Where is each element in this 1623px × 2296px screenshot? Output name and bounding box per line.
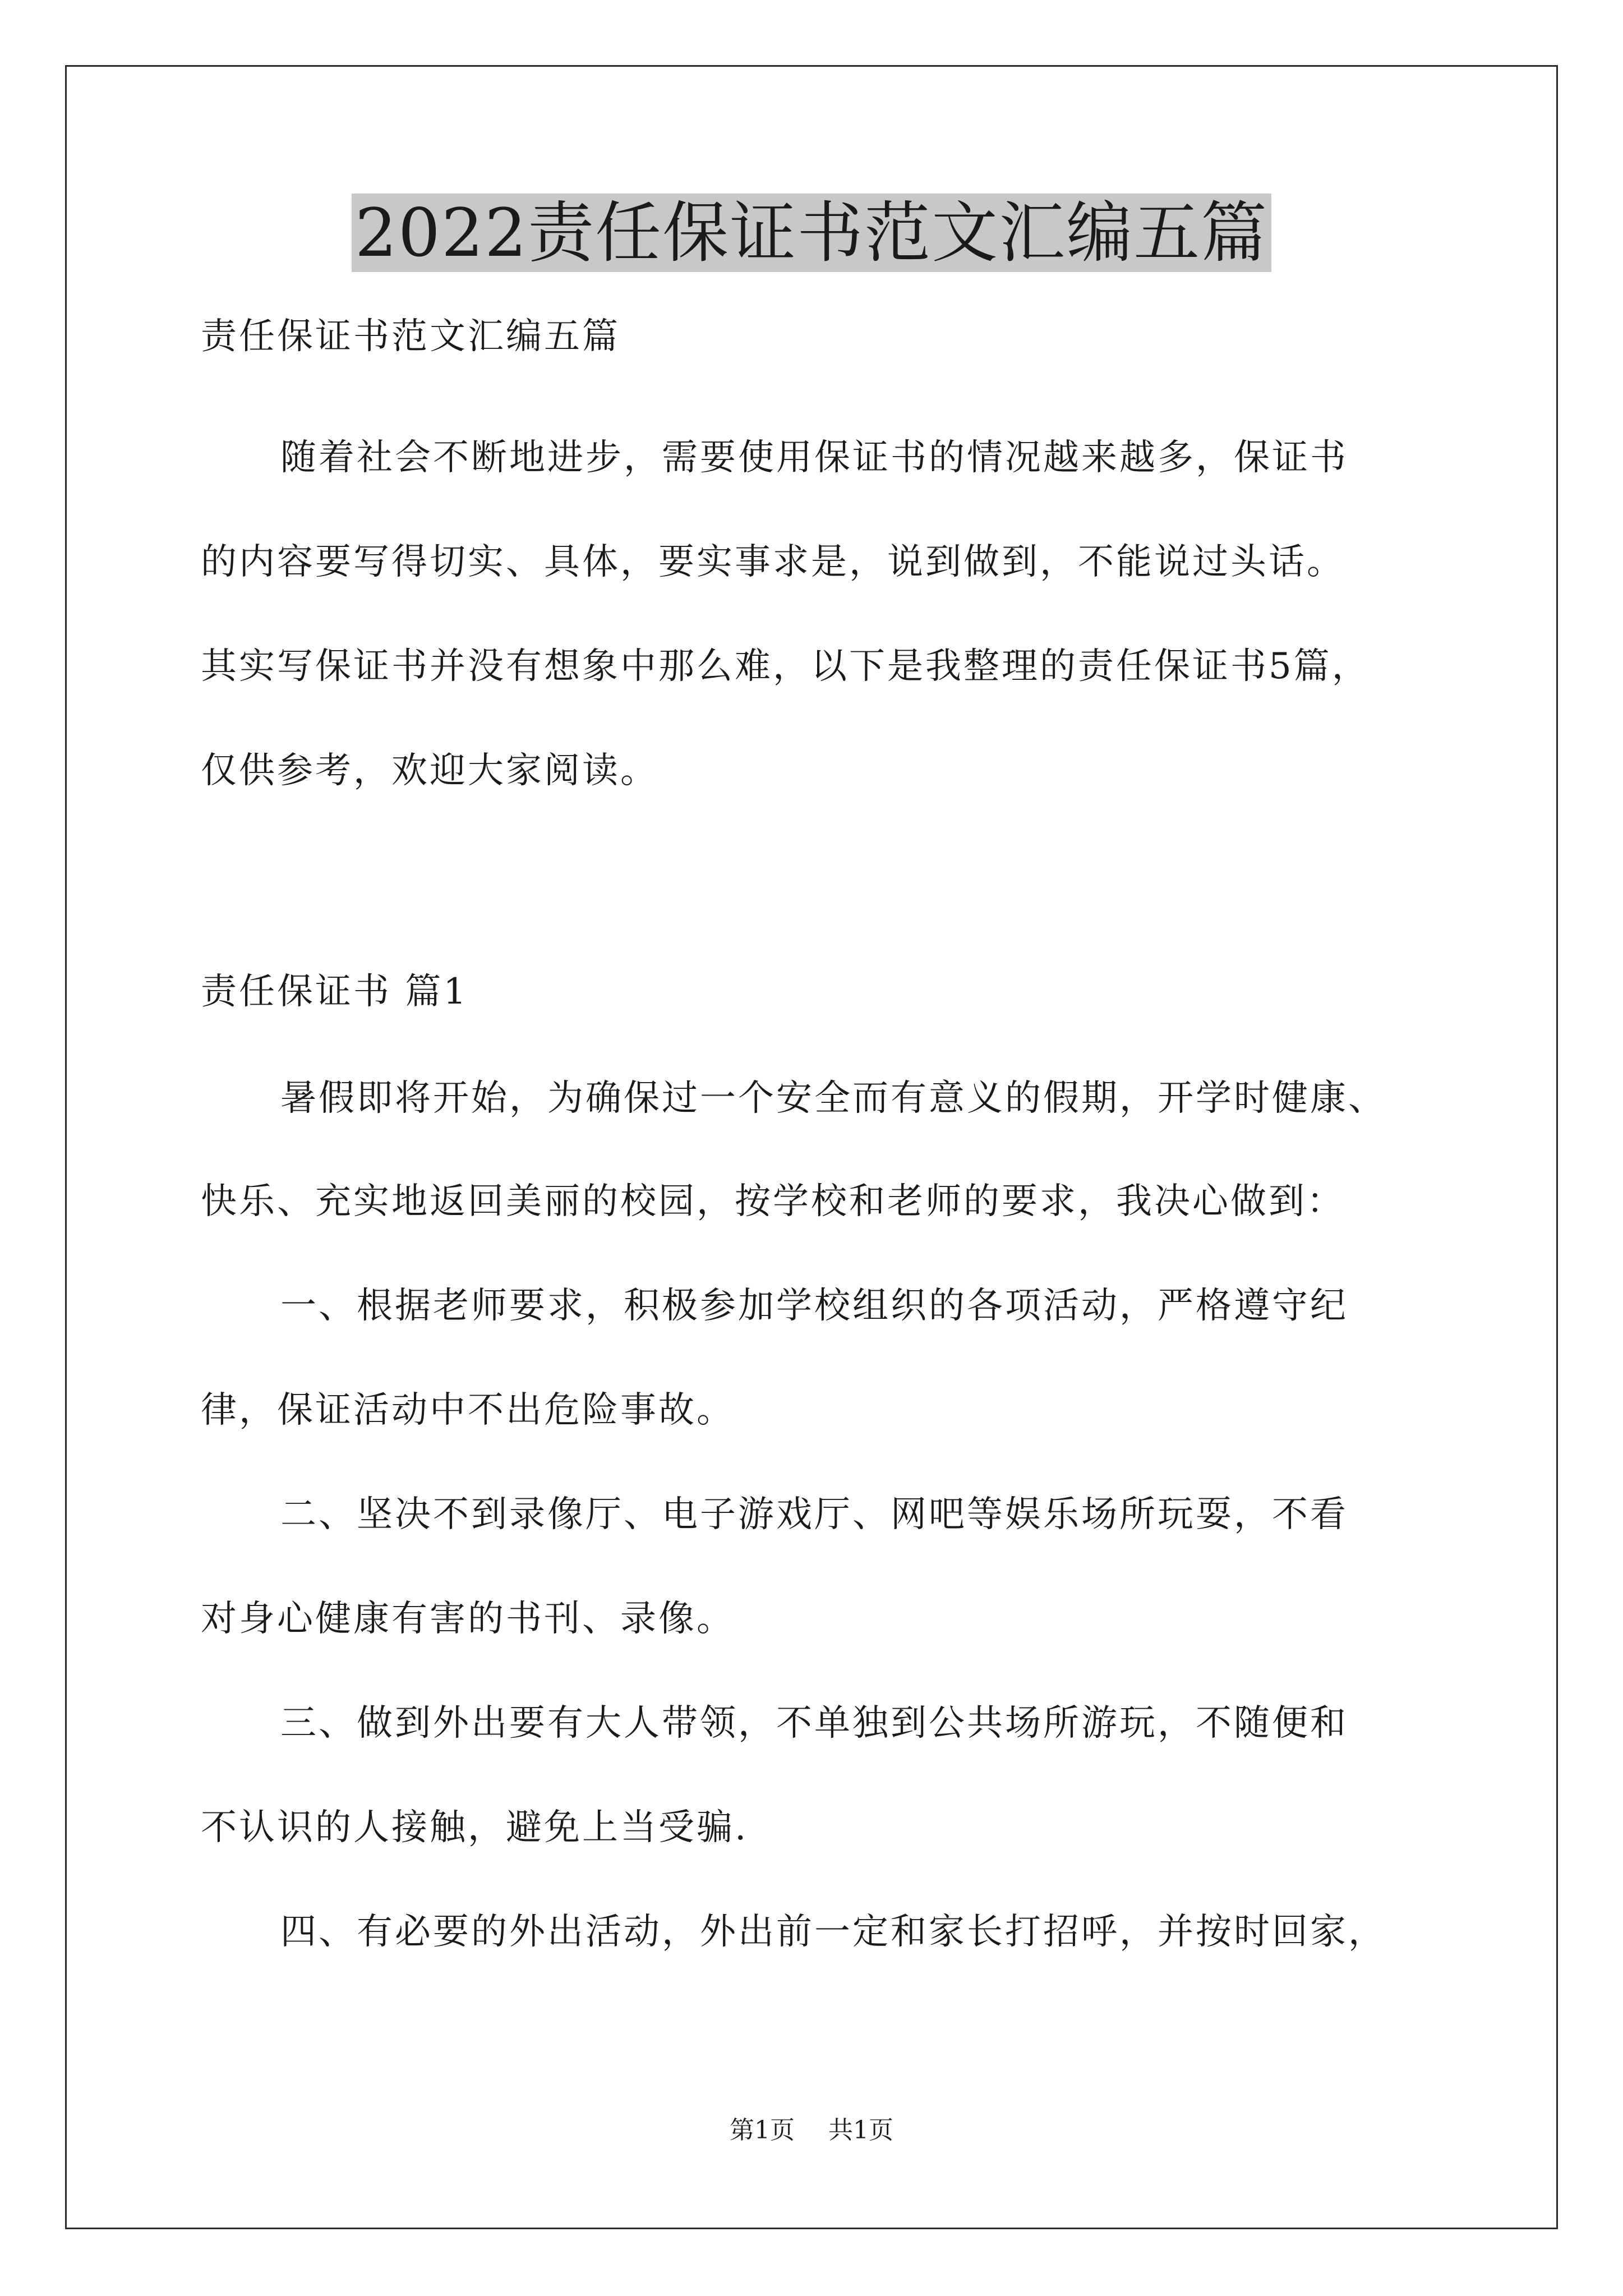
body-line: 的内容要写得切实、具体，要实事求是，说到做到，不能说过头话。 bbox=[201, 541, 1345, 583]
page-border bbox=[65, 65, 1558, 2229]
body-line: 快乐、充实地返回美丽的校园，按学校和老师的要求，我决心做到： bbox=[201, 1181, 1345, 1222]
body-line: 四、有必要的外出活动，外出前一定和家长打招呼，并按时回家， bbox=[280, 1911, 1386, 1953]
subtitle-line: 责任保证书范文汇编五篇 bbox=[201, 316, 620, 357]
body-line: 随着社会不断地进步，需要使用保证书的情况越来越多，保证书 bbox=[280, 437, 1348, 478]
body-line: 对身心健康有害的书刊、录像。 bbox=[201, 1598, 735, 1640]
page-footer bbox=[0, 2115, 1623, 2146]
title-container bbox=[0, 194, 1623, 272]
document-title: 2022责任保证书范文汇编五篇 bbox=[352, 194, 1271, 272]
body-line: 其实写保证书并没有想象中那么难，以下是我整理的责任保证书5篇， bbox=[201, 646, 1370, 687]
body-line: 暑假即将开始，为确保过一个安全而有意义的假期，开学时健康、 bbox=[280, 1078, 1386, 1119]
body-line: 三、做到外出要有大人带领，不单独到公共场所游玩，不随便和 bbox=[280, 1703, 1348, 1744]
body-line: 律，保证活动中不出危险事故。 bbox=[201, 1389, 735, 1431]
page-number-current: 第1页 bbox=[730, 2116, 795, 2145]
section-heading: 责任保证书 篇1 bbox=[201, 971, 469, 1013]
body-line: 不认识的人接触，避免上当受骗. bbox=[201, 1807, 749, 1848]
body-line: 仅供参考，欢迎大家阅读。 bbox=[201, 750, 658, 792]
body-line: 二、坚决不到录像厅、电子游戏厅、网吧等娱乐场所玩耍，不看 bbox=[280, 1494, 1348, 1535]
body-line: 一、根据老师要求，积极参加学校组织的各项活动，严格遵守纪 bbox=[280, 1285, 1348, 1327]
page-number-total: 共1页 bbox=[828, 2116, 893, 2145]
